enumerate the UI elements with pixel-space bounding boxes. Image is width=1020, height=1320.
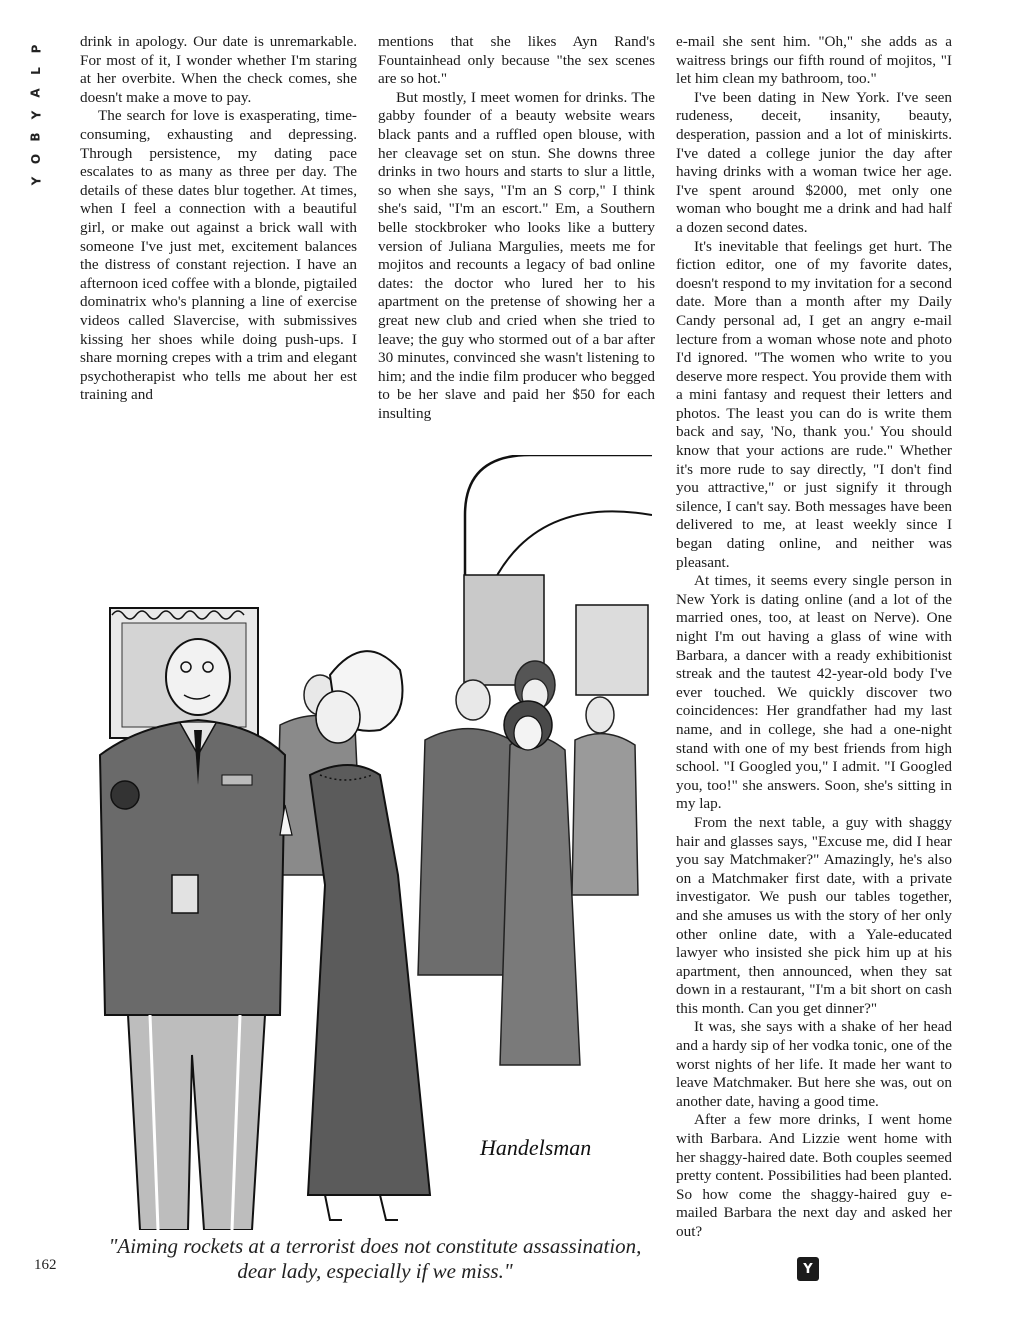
masthead-letter: Y [28,176,43,186]
cartoon-illustration [80,455,652,1230]
paragraph: After a few more drinks, I went home with Barbara. And Lizzie went home with her shaggy-haired date. Both couples seemed pretty content. Possibilities had been planted. So how come the shaggy-haired guy e-mailed Barbara the next day and asked her out? [676,1111,952,1240]
cartoon-signature: Handelsman [480,1135,592,1160]
paragraph: The search for love is exasperating, time-consuming, exhausting and depressing. Through persistence, my dating pace escalates to as many as three per day. The details of these dates blur together. At times, when I feel a connection with a beautiful girl, or make out against a brick wall with someone I've just met, excitement balances the distress of constant rejection. I have an afternoon iced coffee with a blonde, pigtailed dominatrix who's planning a line of exercise videos called Slavercise, with submissives kissing her shoes while doing push-ups. I share morning crepes with a trim and elegant psychotherapist who tells me about her est training and [80,107,357,404]
masthead-letter: Y [28,110,43,120]
masthead-letter: A [28,88,43,98]
masthead-letter: P [28,44,43,54]
article-column-1 [80,33,357,405]
paragraph: But mostly, I meet women for drinks. The gabby founder of a beauty website wears black pants and a ruffled open blouse, with her cleavage set on stun. She downs three drinks in two hours and starts to slur a little, so when she says, "I'm an S corp," I think she's said, "I'm an escort." Em, a Southern belle stockbroker who looks like a buttery version of Juliana Margulies, meets me for mojitos and recounts a legacy of bad online dates: the doctor who lured her to his apartment on the pretense of showing her a great new club and cried when she tried to leave; the guy who stormed out of a bar after 30 minutes, convinced she wasn't listening to him; and the indie film producer who begged to be her slave and paid her $50 for each insulting [378,88,655,422]
masthead-letter: L [29,67,43,75]
paragraph: From the next table, a guy with shaggy hair and glasses says, "Excuse me, did I hear you say Matchmaker?" Amazingly, he's also on a Matchmaker first date, with a private investigator. We push our tables together, and she amuses us with the story of her only other online date, with a Yale-educated lawyer who insisted she pick him up at his apartment, then announced, when they sat down in a restaurant, "I'm a bit short on cash this month. Can you get dinner?" [676,813,952,1017]
cartoon-caption [80,1234,670,1284]
paragraph: It's inevitable that feelings get hurt. The fiction editor, one of my favorite dates, doesn't respond to my invitation for a second date. More than a month after my Daily Candy personal ad, I get an angry e-mail lecture from a woman whose note and photo I'd ignored. "The women who write to you deserve more respect. You provide them with a mini fantasy and request their letters and photos. The least you can do is write them back and say, 'No, thank you.' You should know that your actions are rude." Whether it's more rude to say directly, "I don't find you attractive," or just signify it through silence, I can't say. Both messages have been delivered to me, at least weekly since I began dating online, and neither was pleasant. [676,237,952,571]
paragraph: At times, it seems every single person in New York is dating online (and a lot of the married ones, too, at least on Nerve). One night I'm out having a glass of wine with Barbara, a dancer with a ready exhibitionist streak and the tautest 42-year-old body I've ever touched. We quickly discover two coincidences: Her grandfather had my last name, and in college, she had a one-night stand with one of my best friends from high school. "I Googled you," I admit. "I Googled you, too!" she answers. Soon, she's sitting in my lap. [676,572,952,813]
end-mark-icon: Y [797,1257,819,1281]
page-number: 162 [34,1257,57,1273]
masthead-playboy [26,38,46,192]
paragraph: mentions that she likes Ayn Rand's Fountainhead only because "the sex scenes are so hot." [378,33,655,88]
paragraph: I've been dating in New York. I've seen rudeness, deceit, insanity, beauty, desperation, passion and a lot of miniskirts. I've dated a college junior the day after having drinks with a woman twice her age. I've spent around $2000, met only one woman who bought me a drink and had half a dozen second dates. [676,88,952,236]
masthead-letter: O [28,153,43,165]
caption-line: "Aiming rockets at a terrorist does not constitute assassination, [108,1234,642,1258]
masthead-letter: B [29,132,43,142]
paragraph: It was, she says with a shake of her head and a hardy sip of her vodka tonic, one of the worst nights of her life. It made her want to leave Matchmaker. But here she was, out on another date, having a good time. [676,1018,952,1110]
paragraph: e-mail she sent him. "Oh," she adds as a waitress brings our fifth round of mojitos, "I let him clean my bathroom, too." [676,33,952,88]
article-column-3 [676,33,952,1242]
article-column-2 [378,33,655,423]
paragraph: drink in apology. Our date is unremarkable. For most of it, I wonder whether I'm staring at her overbite. When the check comes, she doesn't make a move to pay. [80,33,357,106]
caption-line: dear lady, especially if we miss." [237,1259,513,1283]
